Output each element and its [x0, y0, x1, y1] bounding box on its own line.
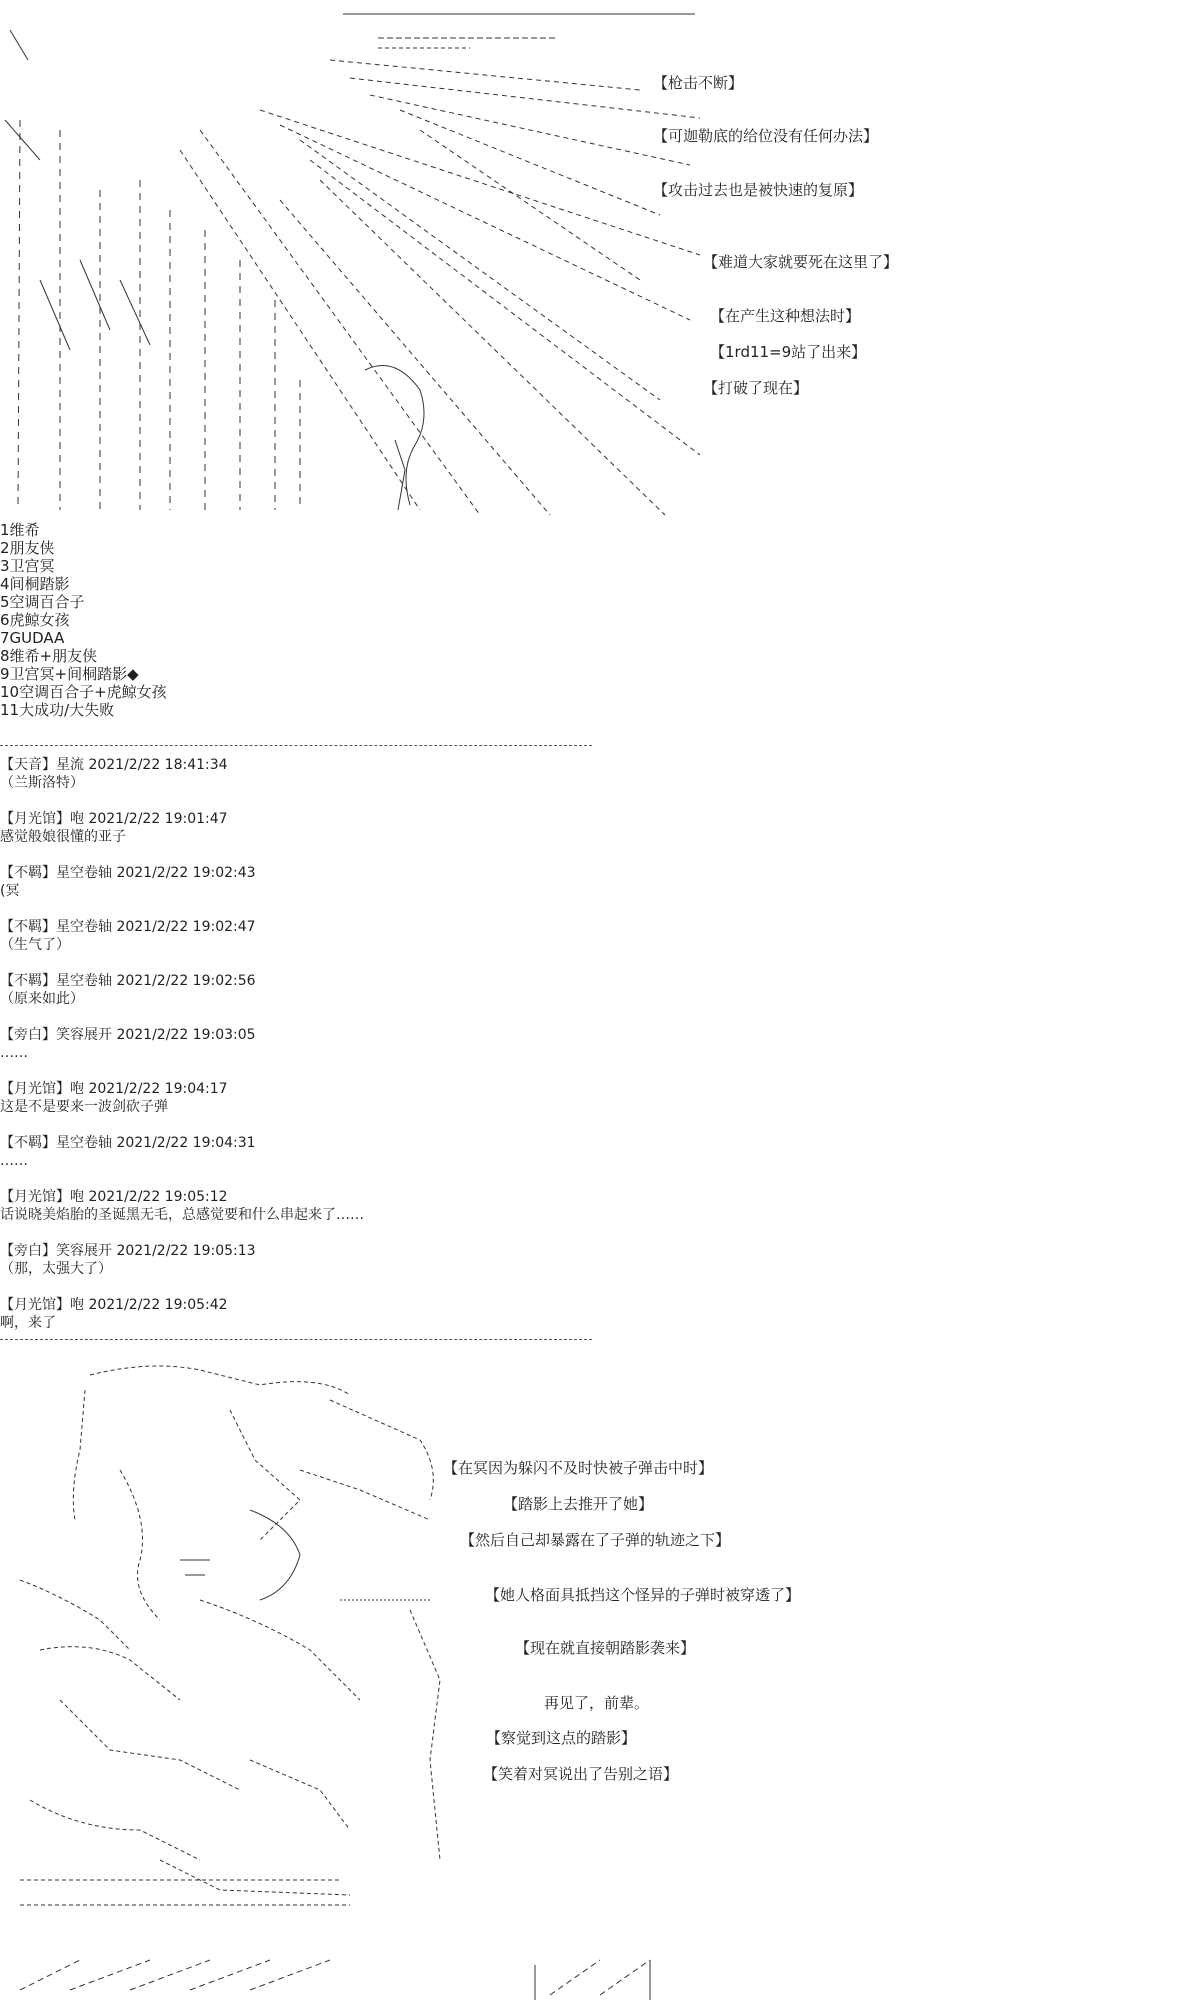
choice-item: 7GUDAA: [0, 629, 65, 647]
post-header: 【月光馆】咆 2021/2/22 19:01:47: [0, 811, 228, 827]
caption-10: 【然后自己却暴露在了子弹的轨迹之下】: [460, 1531, 731, 1549]
caption-14: 【察觉到这点的踏影】: [486, 1729, 637, 1747]
post-header: 【不羁】星空卷轴 2021/2/22 19:02:47: [0, 919, 256, 935]
post-header: 【月光馆】咆 2021/2/22 19:05:42: [0, 1297, 228, 1313]
caption-9: 【踏影上去推开了她】: [503, 1495, 654, 1513]
post-text: ……: [0, 1045, 28, 1061]
post-header: 【旁白】笑容展开 2021/2/22 19:05:13: [0, 1243, 256, 1259]
post-text: 感觉般娘很懂的亚子: [0, 829, 126, 845]
choice-item: 9卫宫冥+间桐踏影◆: [0, 665, 139, 683]
caption-5: 【在产生这种想法时】: [710, 307, 861, 325]
post-text: （兰斯洛特）: [0, 775, 84, 791]
caption-12: 【现在就直接朝踏影袭来】: [515, 1639, 696, 1657]
post-header: 【月光馆】咆 2021/2/22 19:04:17: [0, 1081, 228, 1097]
post-text: ……: [0, 1153, 28, 1169]
post-text: （生气了）: [0, 937, 70, 953]
post-header: 【不羁】星空卷轴 2021/2/22 19:02:56: [0, 973, 256, 989]
post-text: 啊，来了: [0, 1315, 56, 1331]
post-text: （原来如此）: [0, 991, 84, 1007]
choice-item: 1维希: [0, 521, 40, 539]
choice-item: 11大成功/大失败: [0, 701, 115, 719]
caption-11: 【她人格面具抵挡这个怪异的子弹时被穿透了】: [485, 1586, 801, 1604]
caption-3: 【攻击过去也是被快速的复原】: [653, 181, 864, 199]
choice-item: 3卫宫冥: [0, 557, 55, 575]
post-header: 【天音】星流 2021/2/22 18:41:34: [0, 757, 228, 773]
post-header: 【不羁】星空卷轴 2021/2/22 19:04:31: [0, 1135, 256, 1151]
caption-6: 【1rd11=9站了出来】: [710, 343, 867, 361]
post-header: 【旁白】笑容展开 2021/2/22 19:03:05: [0, 1027, 256, 1043]
caption-8: 【在冥因为躲闪不及时快被子弹击中时】: [443, 1459, 714, 1477]
choice-item: 10空调百合子+虎鲸女孩: [0, 683, 167, 701]
caption-4: 【难道大家就要死在这里了】: [703, 253, 899, 271]
choice-item: 4间桐踏影: [0, 575, 70, 593]
choice-item: 2朋友侠: [0, 539, 55, 557]
post-text: （那，太强大了）: [0, 1261, 112, 1277]
caption-13: 再见了，前辈。: [544, 1694, 650, 1712]
caption-15: 【笑着对冥说出了告别之语】: [483, 1765, 679, 1783]
post-text: (冥: [0, 883, 20, 899]
choice-item: 8维希+朋友侠: [0, 647, 98, 665]
caption-2: 【可迦勒底的给位没有任何办法】: [653, 127, 879, 145]
post-header: 【不羁】星空卷轴 2021/2/22 19:02:43: [0, 865, 256, 881]
post-text: 话说晓美焰胎的圣诞黑无毛，总感觉要和什么串起来了……: [0, 1207, 364, 1223]
post-header: 【月光馆】咆 2021/2/22 19:05:12: [0, 1189, 228, 1205]
post-text: 这是不是要来一波剑砍子弹: [0, 1099, 168, 1115]
caption-1: 【枪击不断】: [653, 74, 744, 92]
choice-item: 6虎鲸女孩: [0, 611, 70, 629]
choice-item: 5空调百合子: [0, 593, 85, 611]
caption-7: 【打破了现在】: [703, 379, 809, 397]
